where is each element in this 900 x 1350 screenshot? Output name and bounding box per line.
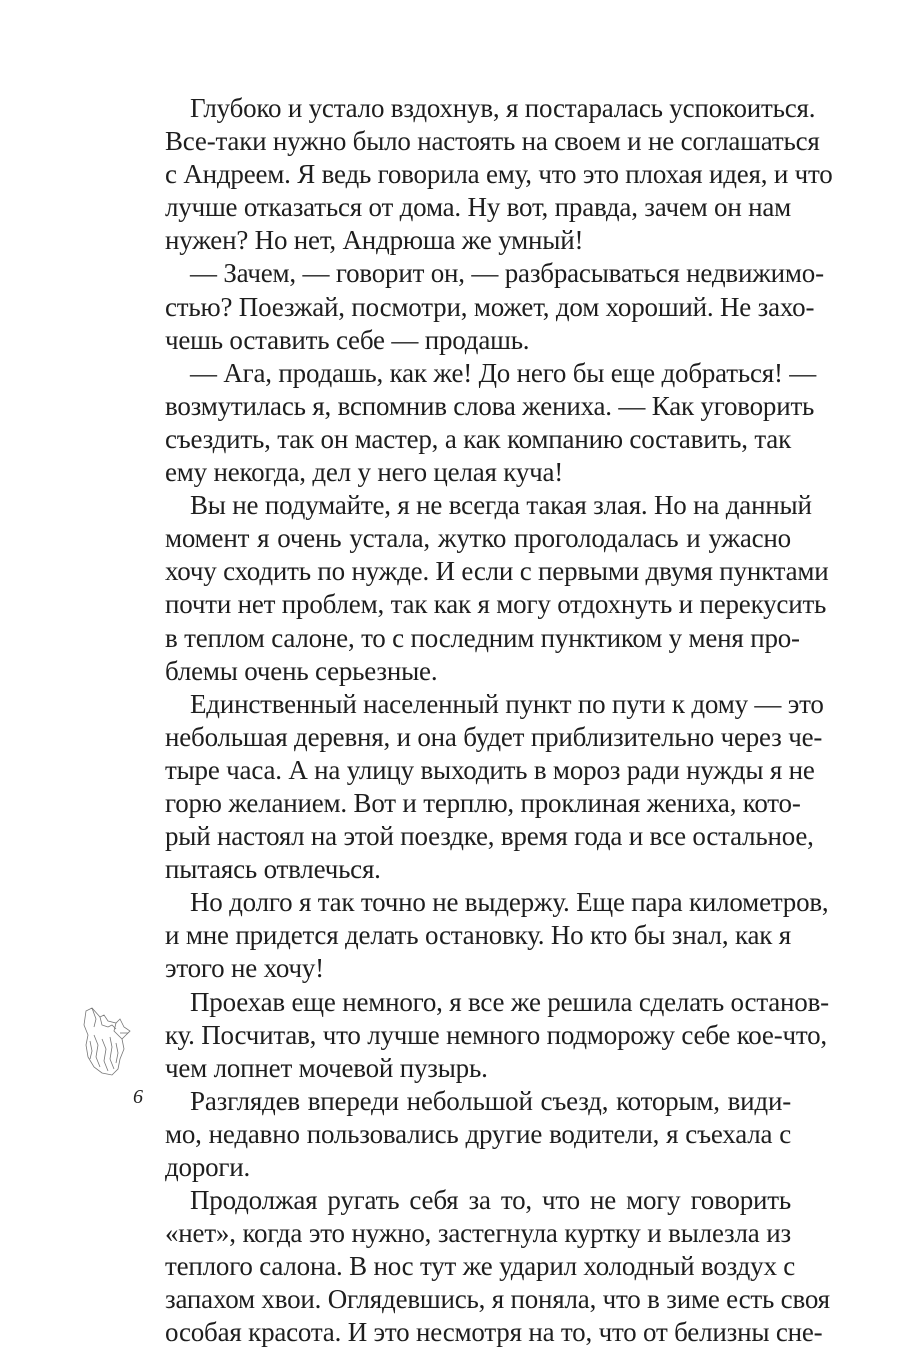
text-line: мо, недавно пользовались другие водители, я съехала с bbox=[165, 1118, 791, 1149]
text-line: Проехав еще немного, я все же решила сделать останов- bbox=[190, 986, 829, 1017]
text-line: чешь оставить себе — продашь. bbox=[165, 324, 530, 355]
text-line: ку. Посчитав, что лучше немного подморожу себе кое-что, bbox=[165, 1019, 827, 1050]
text-line: и мне придется делать остановку. Но кто бы знал, как я bbox=[165, 920, 791, 951]
text-line: стью? Поезжай, посмотри, может, дом хороший. Не захо- bbox=[165, 291, 815, 322]
text-line: рый настоял на этой поездке, время года и все остальное, bbox=[165, 821, 814, 852]
text-line: почти нет проблем, так как я могу отдохнуть и перекусить bbox=[165, 589, 827, 620]
text-line: запахом хвои. Оглядевшись, я поняла, что в зиме есть своя bbox=[165, 1284, 830, 1315]
text-line: возмутилась я, вспомнив слова жениха. — Как уговорить bbox=[165, 390, 815, 421]
text-line: дороги. bbox=[165, 1152, 251, 1182]
text-line: небольшая деревня, и она будет приблизительно через че- bbox=[165, 721, 823, 752]
text-line: с Андреем. Я ведь говорила ему, что это плохая идея, и что bbox=[165, 159, 833, 190]
text-line: «нет», когда это нужно, застегнула куртку и вылезла из bbox=[165, 1218, 791, 1249]
howling-wolf-icon bbox=[78, 1005, 136, 1077]
text-line: — Зачем, — говорит он, — разбрасываться недвижимо- bbox=[190, 258, 824, 289]
text-line: пытаясь отвлечься. bbox=[165, 854, 381, 885]
text-line: тыре часа. А на улицу выходить в мороз ради нужды я не bbox=[165, 754, 815, 785]
text-line: нужен? Но нет, Андрюша же умный! bbox=[165, 225, 584, 256]
text-line: чем лопнет мочевой пузырь. bbox=[165, 1052, 488, 1083]
text-line: момент я очень устала, жутко проголодалась и ужасно bbox=[165, 523, 791, 554]
text-line: лучше отказаться от дома. Ну вот, правда, зачем он нам bbox=[165, 192, 792, 223]
page-number: 6 bbox=[133, 1086, 143, 1108]
text-line: блемы очень серьезные. bbox=[165, 655, 438, 686]
text-line: горю желанием. Вот и терплю, проклиная жениха, кото- bbox=[165, 787, 801, 818]
text-line: особая красота. И это несмотря на то, что от белизны сне- bbox=[165, 1317, 823, 1348]
text-line: Единственный населенный пункт по пути к дому — это bbox=[190, 688, 824, 719]
text-line: хочу сходить по нужде. И если с первыми двумя пунктами bbox=[165, 556, 829, 587]
text-line: Все-таки нужно было настоять на своем и не соглашаться bbox=[165, 126, 820, 157]
text-line: Продолжая ругать себя за то, что не могу говорить bbox=[190, 1185, 791, 1216]
text-line: этого не хочу! bbox=[165, 953, 324, 984]
text-line: — Ага, продашь, как же! До него бы еще добраться! — bbox=[190, 357, 817, 388]
text-line: Разглядев впереди небольшой съезд, которым, види- bbox=[190, 1085, 791, 1116]
text-line: в теплом салоне, то с последним пунктиком у меня про- bbox=[165, 622, 800, 653]
text-line: ему некогда, дел у него целая куча! bbox=[165, 457, 564, 488]
text-line: теплого салона. В нос тут же ударил холодный воздух с bbox=[165, 1251, 796, 1282]
text-line: съездить, так он мастер, а как компанию составить, так bbox=[165, 423, 791, 454]
text-line: Вы не подумайте, я не всегда такая злая. Но на данный bbox=[190, 490, 812, 521]
text-line: Глубоко и устало вздохнув, я постаралась успокоиться. bbox=[190, 93, 816, 123]
text-line: Но долго я так точно не выдержу. Еще пара километров, bbox=[190, 887, 829, 918]
body-text bbox=[165, 92, 833, 1350]
